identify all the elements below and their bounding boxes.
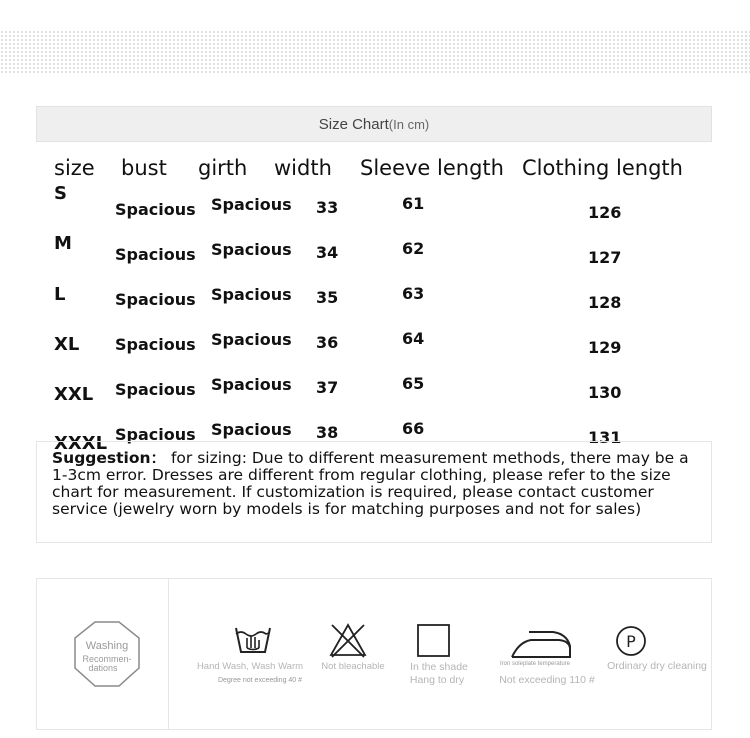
iron-label: Iron soleplate temperature	[499, 661, 571, 667]
row-girth: Spacious	[211, 195, 292, 214]
header-bust: bust	[121, 156, 167, 180]
row-size: S	[54, 183, 67, 204]
row-girth: Spacious	[211, 375, 292, 394]
row-sleeve: 62	[402, 239, 425, 258]
iron-sub: Not exceeding 110 #	[499, 674, 595, 686]
row-girth: Spacious	[211, 330, 292, 349]
row-width: 35	[316, 288, 339, 307]
row-width: 33	[316, 198, 339, 217]
header-sleeve-length: Sleeve length	[360, 156, 504, 180]
header-width: width	[274, 156, 332, 180]
row-size: XXXL	[54, 433, 108, 454]
row-bust: Spacious	[115, 380, 196, 399]
size-chart-title-bar	[36, 106, 712, 142]
row-width: 38	[316, 423, 339, 442]
suggestion-label: Suggestion：	[52, 449, 167, 467]
row-bust: Spacious	[115, 245, 196, 264]
hand-wash-label: Hand Wash, Wash Warm	[196, 661, 304, 672]
row-size: L	[54, 284, 66, 305]
washing-badge-line1: Washing	[85, 640, 129, 652]
row-length: 130	[588, 383, 622, 402]
row-width: 37	[316, 378, 339, 397]
suggestion-body: for sizing: Due to different measurement methods, there may be a 1-3cm error. Dresses are different from regular clothing, please refer to the size chart for measurement. If customization is required, please contact customer service (jewelry worn by models is for matching purposes and not for sales)	[52, 449, 689, 518]
washing-badge-line3: dations	[88, 663, 118, 673]
washing-badge-line2: Recommen-	[82, 654, 132, 664]
row-bust: Spacious	[115, 290, 196, 309]
row-length: 126	[588, 203, 622, 222]
hang-dry-label: In the shade	[410, 661, 468, 673]
row-girth: Spacious	[211, 420, 292, 439]
suggestion-text	[52, 450, 702, 518]
row-sleeve: 61	[402, 194, 425, 213]
row-width: 34	[316, 243, 339, 262]
row-length: 129	[588, 338, 622, 357]
row-length: 128	[588, 293, 622, 312]
row-size: XXL	[54, 384, 94, 405]
row-girth: Spacious	[211, 240, 292, 259]
row-size: M	[54, 233, 72, 254]
hand-wash-icon	[233, 624, 273, 656]
header-clothing-length: Clothing length	[522, 156, 683, 180]
row-width: 36	[316, 333, 339, 352]
row-bust: Spacious	[115, 200, 196, 219]
row-bust: Spacious	[115, 335, 196, 354]
row-size: XL	[54, 334, 80, 355]
dry-clean-label: Ordinary dry cleaning	[607, 660, 707, 672]
row-bust: Spacious	[115, 425, 196, 444]
no-bleach-icon	[328, 622, 368, 658]
row-sleeve: 63	[402, 284, 425, 303]
no-bleach-label: Not bleachable	[321, 661, 385, 672]
header-girth: girth	[198, 156, 248, 180]
iron-icon	[509, 626, 573, 662]
dotted-banner	[0, 30, 750, 74]
hang-dry-icon	[416, 623, 452, 659]
row-length: 131	[588, 428, 622, 447]
size-chart-title: Size Chart(In cm)	[318, 116, 430, 133]
dry-clean-icon	[613, 625, 649, 659]
row-sleeve: 65	[402, 374, 425, 393]
hand-wash-sub: Degree not exceeding 40 #	[217, 677, 303, 684]
row-girth: Spacious	[211, 285, 292, 304]
care-divider	[168, 578, 169, 730]
header-size: size	[54, 156, 95, 180]
size-chart-unit: (In cm)	[388, 117, 430, 132]
row-sleeve: 66	[402, 419, 425, 438]
row-sleeve: 64	[402, 329, 425, 348]
row-length: 127	[588, 248, 622, 267]
svg-text:P: P	[626, 632, 636, 651]
hang-dry-sub: Hang to dry	[409, 674, 465, 686]
